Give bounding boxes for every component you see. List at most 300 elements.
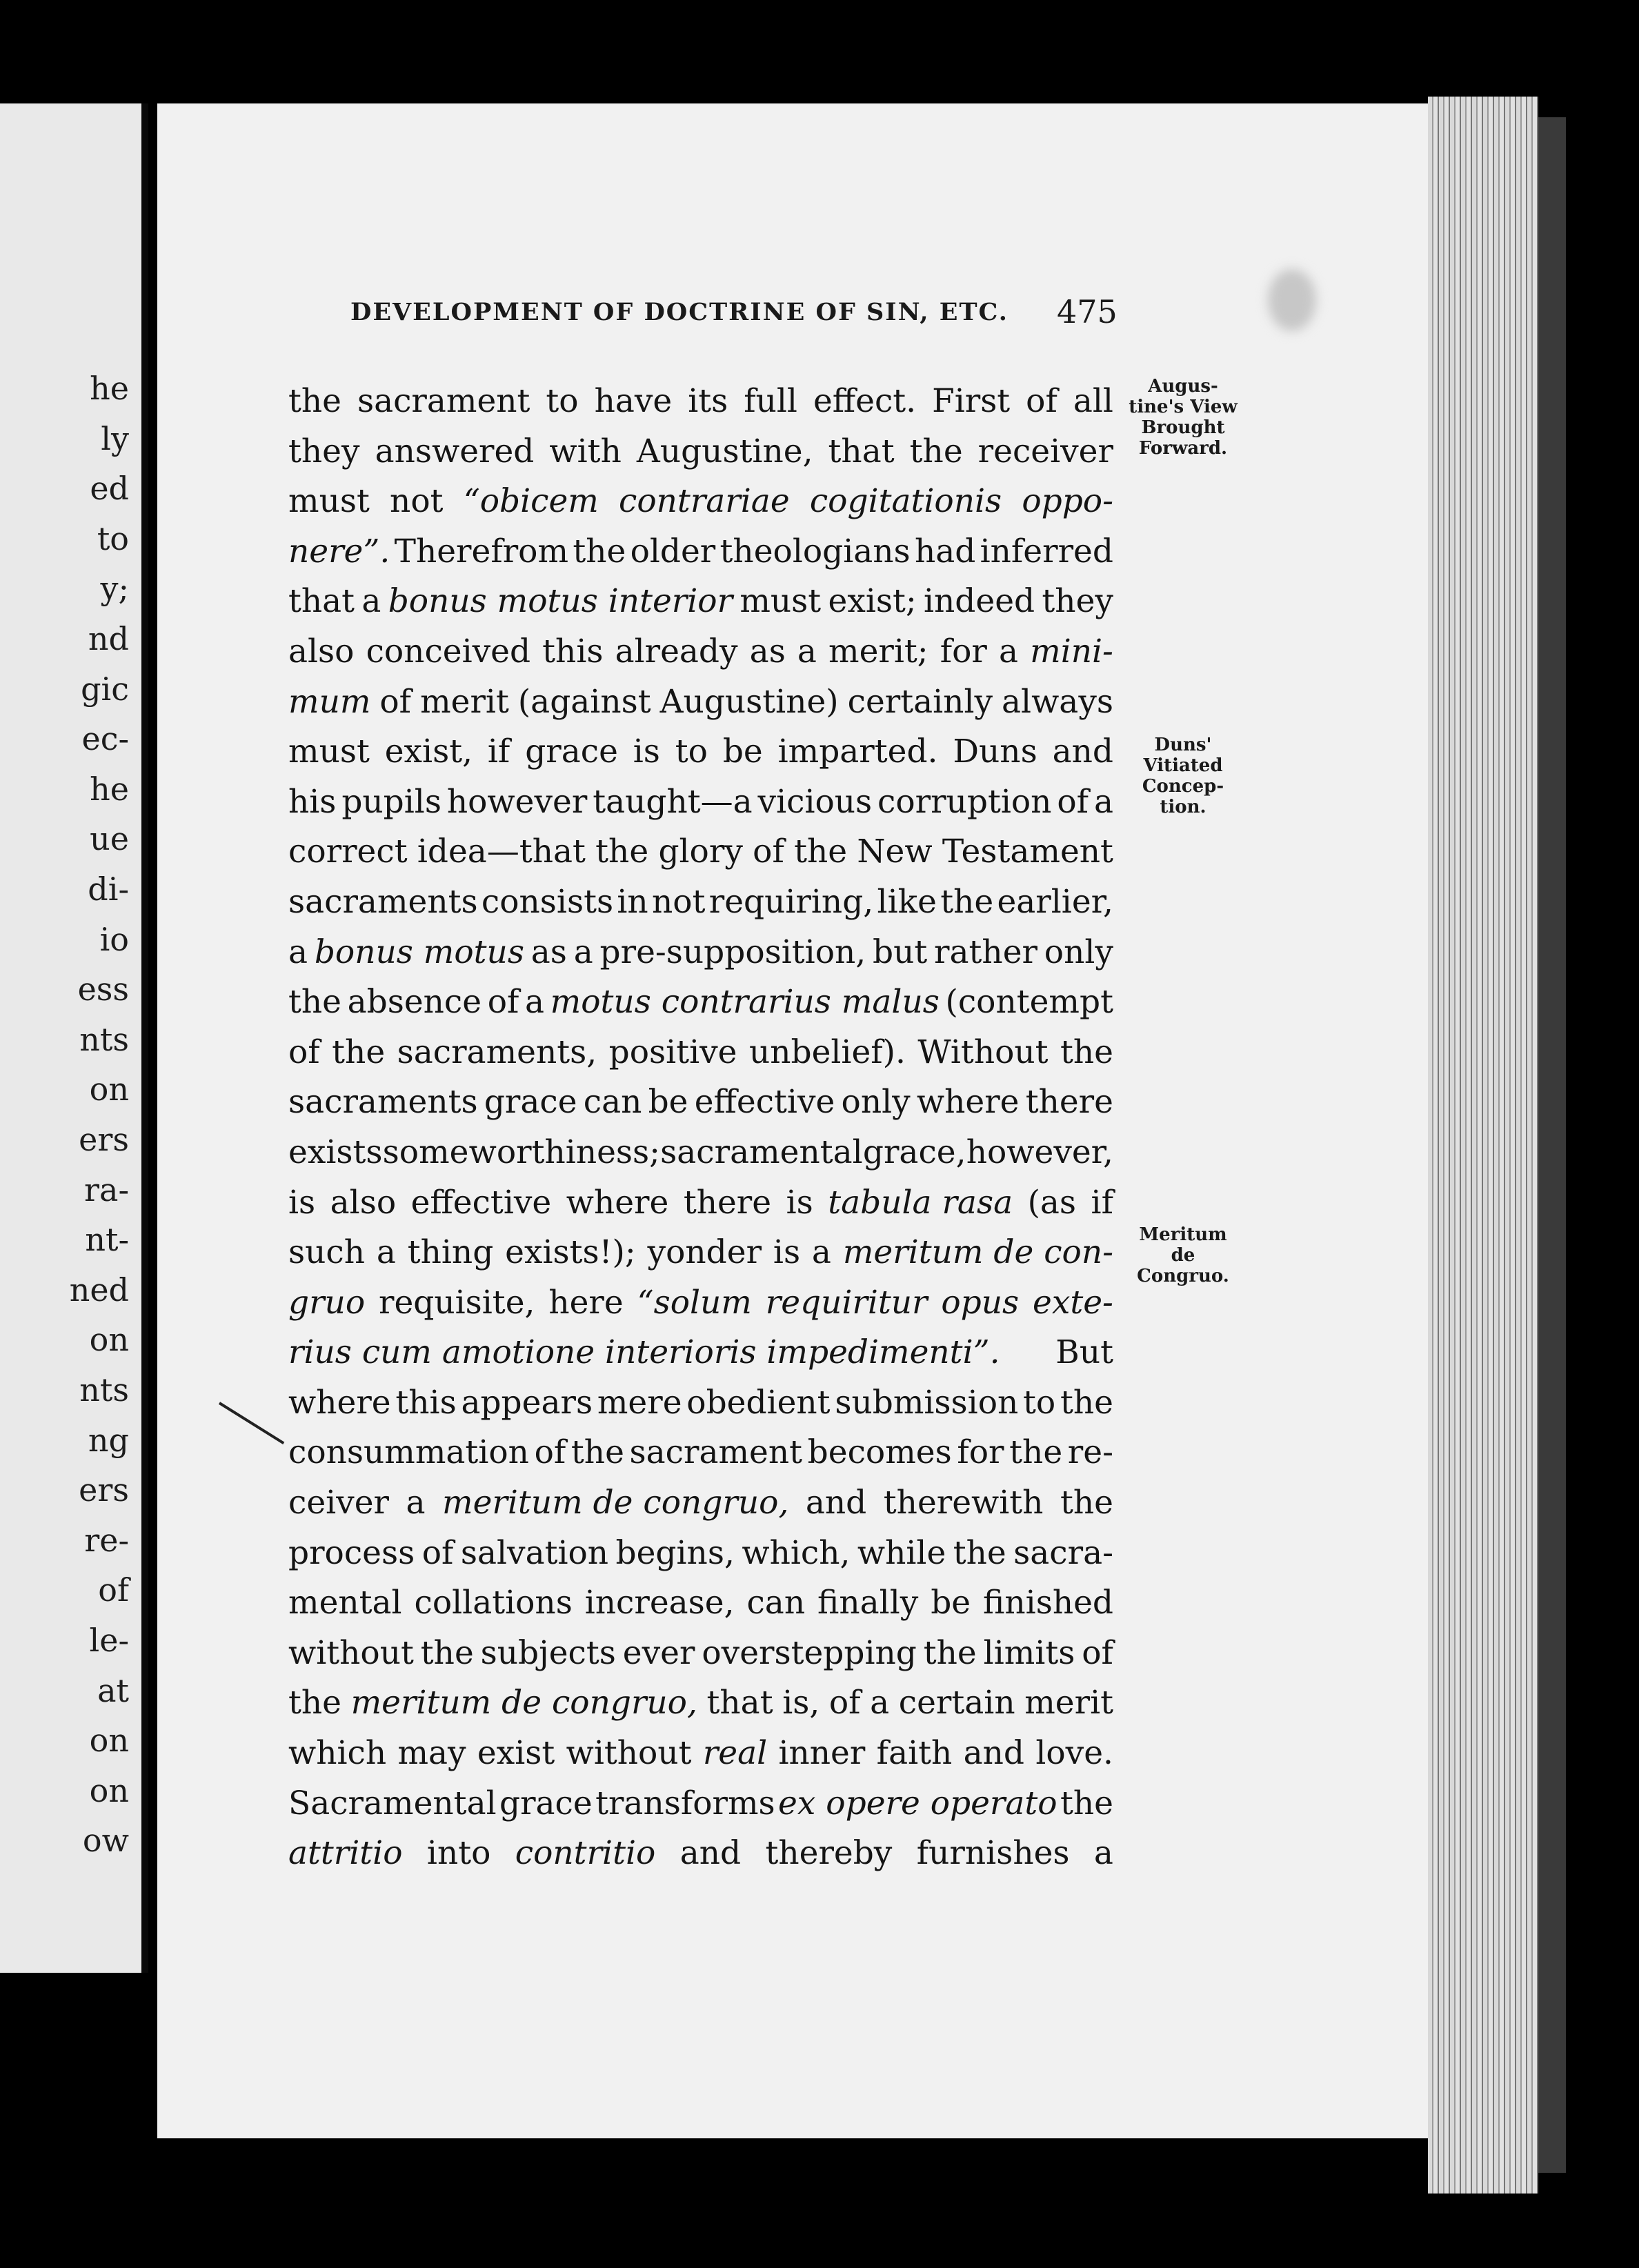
word: effect. [813, 382, 917, 420]
word: if [1091, 1183, 1113, 1222]
page-edges-shadow [1538, 117, 1566, 2173]
word: a [811, 1233, 831, 1272]
left-page-fragment: he [90, 770, 129, 808]
word: be [722, 733, 763, 771]
word: of [379, 682, 412, 721]
word: motus contrarius malus [550, 983, 940, 1022]
text-line [288, 627, 1113, 677]
word: grace, [862, 1133, 966, 1171]
word: pupils [341, 782, 441, 821]
text-line [288, 1328, 1113, 1378]
left-page-fragment: ly [101, 419, 129, 457]
word: may [397, 1734, 466, 1773]
word: merit [420, 682, 509, 721]
word: without [288, 1633, 414, 1672]
left-page-fragment: nts [79, 1020, 129, 1058]
word: ceiver [288, 1484, 390, 1522]
text-line [288, 827, 1113, 877]
word: exists [288, 1133, 383, 1171]
text-line [288, 1178, 1113, 1228]
margin-note-line: Vitiated [1143, 755, 1223, 776]
word: sacramental [660, 1133, 863, 1171]
word: merit; [828, 632, 928, 670]
word: attritio [288, 1834, 403, 1873]
left-page-fragment: at [97, 1671, 129, 1709]
word: a [870, 1684, 890, 1722]
word: the [573, 532, 626, 570]
text-line [288, 877, 1113, 928]
word: glory [658, 833, 743, 871]
text-line [288, 1578, 1113, 1629]
word: of [534, 1433, 566, 1472]
word: in [617, 882, 648, 921]
left-page-fragment: on [89, 1071, 129, 1108]
word: a [406, 1484, 426, 1522]
left-page-fragment: ue [90, 820, 129, 858]
word: collations [414, 1584, 573, 1622]
word: sacra- [1013, 1533, 1113, 1572]
word: where [566, 1183, 669, 1222]
word: But [1055, 1333, 1113, 1372]
word: must [288, 733, 370, 771]
word: and [963, 1734, 1024, 1773]
text-line [288, 427, 1113, 477]
left-page-fragment: ers [79, 1121, 129, 1158]
word: requiritur [765, 1283, 928, 1322]
word: that [288, 582, 355, 621]
word: obedient [686, 1383, 831, 1422]
word: tabula rasa [828, 1183, 1013, 1222]
word: requisite, [378, 1283, 535, 1322]
word: meritum de congruo, [350, 1684, 697, 1722]
word: have [594, 382, 673, 420]
word: limits [983, 1633, 1075, 1672]
word: New [857, 833, 933, 871]
word: bonus motus [314, 933, 524, 971]
word: for [957, 1433, 1004, 1472]
margin-note-line: Congruo. [1137, 1266, 1229, 1286]
word: however, [966, 1133, 1113, 1171]
word: all [1073, 382, 1113, 420]
word: the [420, 1633, 474, 1672]
word: indeed [924, 582, 1035, 621]
word: the [1060, 1784, 1113, 1822]
word: like [877, 882, 937, 921]
text-line [288, 1779, 1113, 1829]
margin-note-line: Augus- [1148, 376, 1218, 397]
left-page-fragment: gic [81, 670, 129, 708]
word: to [675, 733, 708, 771]
text-line [288, 1729, 1113, 1779]
word: consists [481, 882, 614, 921]
word: Duns [953, 733, 1037, 771]
text-line [288, 1028, 1113, 1078]
left-page-fragment: of [98, 1571, 129, 1609]
word: a [999, 632, 1019, 670]
page-edges [1428, 97, 1538, 2194]
word: the [794, 833, 848, 871]
word: they [1042, 582, 1113, 621]
word: imparted. [777, 733, 938, 771]
word: therewith [883, 1484, 1044, 1522]
word: can [583, 1083, 642, 1122]
word: can [746, 1584, 806, 1622]
text-line [288, 977, 1113, 1028]
word: gruo [288, 1283, 366, 1322]
left-page-fragment: he [90, 370, 129, 407]
word: they [288, 432, 360, 470]
word: also [288, 632, 355, 670]
text-line [288, 1378, 1113, 1429]
word: the [909, 432, 963, 470]
word: here [548, 1283, 624, 1322]
word: a [1093, 782, 1113, 821]
word: and [679, 1834, 742, 1873]
word: certainly [847, 682, 993, 721]
word: of [421, 1533, 454, 1572]
word: a [525, 983, 545, 1022]
word: sacraments [288, 882, 478, 921]
word: vicious [757, 782, 873, 821]
word: where [916, 1083, 1020, 1122]
word: correct [288, 833, 408, 871]
word: the [1009, 1433, 1063, 1472]
margin-note-line: tion. [1160, 797, 1206, 817]
word: exist [477, 1734, 555, 1773]
word: sacraments [288, 1083, 478, 1122]
word: increase, [584, 1584, 735, 1622]
word: exists!); [505, 1233, 636, 1272]
text-line [288, 777, 1113, 828]
word: where [288, 1383, 391, 1422]
word: to [1023, 1383, 1056, 1422]
margin-note-line: Brought [1141, 417, 1225, 438]
margin-note-augustine [1121, 376, 1245, 459]
word: inferred [980, 532, 1113, 570]
word: full [744, 382, 797, 420]
word: the [288, 983, 341, 1022]
word: that [706, 1684, 773, 1722]
word: (contempt [945, 983, 1113, 1022]
text-line [288, 727, 1113, 777]
word: First [932, 382, 1011, 420]
word: is [288, 1183, 316, 1222]
body-text [288, 377, 1113, 1879]
word: only [841, 1083, 911, 1122]
margin-note-line: tine's View [1129, 397, 1238, 417]
text-line [288, 1478, 1113, 1529]
left-page-fragment: ed [90, 470, 129, 508]
word: of [1057, 782, 1089, 821]
word: idea—that [417, 833, 586, 871]
word: (against [517, 682, 651, 721]
word: and [805, 1484, 867, 1522]
word: is [786, 1183, 813, 1222]
word: exte- [1033, 1283, 1113, 1322]
word: mental [288, 1584, 402, 1622]
word: Augustine) [659, 682, 839, 721]
word: the [953, 1533, 1006, 1572]
left-page-fragment: ess [77, 971, 129, 1008]
word: that [828, 432, 895, 470]
word: Without [917, 1033, 1049, 1071]
word: becomes [807, 1433, 952, 1472]
page-smudge [1268, 269, 1316, 331]
word: finished [983, 1584, 1113, 1622]
word: thing [407, 1233, 494, 1272]
word: is, [782, 1684, 820, 1722]
word: the [1060, 1383, 1113, 1422]
word: however [446, 782, 588, 821]
word: his [288, 782, 337, 821]
text-line [288, 577, 1113, 627]
word: of [288, 1033, 320, 1071]
text-line [288, 477, 1113, 527]
word: mere [597, 1383, 682, 1422]
word: as [749, 632, 786, 670]
word: if [487, 733, 510, 771]
word: contritio [515, 1834, 656, 1873]
left-page-fragment: on [89, 1321, 129, 1359]
word: rather [934, 933, 1037, 971]
word: sacrament [629, 1433, 803, 1472]
word: ever [622, 1633, 695, 1672]
word: taught—a [593, 782, 753, 821]
margin-note-line: Concep- [1142, 776, 1224, 797]
word: there [1025, 1083, 1113, 1122]
word: Testament [942, 833, 1113, 871]
text-line [288, 1228, 1113, 1278]
word: grace [484, 1083, 577, 1122]
word: yonder [647, 1233, 762, 1272]
word: process [288, 1533, 415, 1572]
word: a [1093, 1834, 1113, 1873]
word: and [1052, 733, 1113, 771]
word: for [940, 632, 987, 670]
running-head: DEVELOPMENT OF DOCTRINE OF SIN, ETC. [350, 298, 1009, 326]
word: such [288, 1233, 365, 1272]
word: nere”. [288, 532, 390, 570]
word: as [530, 933, 567, 971]
word: rius cum amotione interioris impedimenti”. [288, 1333, 1000, 1372]
word: oppo- [1022, 482, 1113, 521]
left-page-fragment: di- [88, 871, 129, 908]
word: receiver [977, 432, 1113, 470]
word: Therefrom [394, 532, 569, 570]
left-page-fragment: on [89, 1771, 129, 1809]
word: ex opere operato [778, 1784, 1057, 1822]
word: corruption [877, 782, 1052, 821]
left-page-fragment: ra- [84, 1171, 129, 1208]
word: the [570, 1433, 624, 1472]
text-line [288, 1428, 1113, 1478]
word: sacrament [357, 382, 530, 420]
word: some [382, 1133, 469, 1171]
word: a [797, 632, 817, 670]
word: overstepping [702, 1633, 917, 1672]
word: this [395, 1383, 457, 1422]
margin-note-line: Duns' [1154, 735, 1212, 755]
left-page-fragment: ow [82, 1822, 129, 1860]
word: of [753, 833, 784, 871]
left-page-fragment: nts [79, 1371, 129, 1409]
word: grace [499, 1784, 593, 1822]
margin-note-line: Meritum [1139, 1224, 1227, 1245]
word: opus [941, 1283, 1020, 1322]
word: of [487, 983, 519, 1022]
word: which [288, 1734, 387, 1773]
word: unbelief). [748, 1033, 906, 1071]
word: positive [608, 1033, 737, 1071]
word: bonus motus interior [388, 582, 733, 621]
word: cogitationis [809, 482, 1002, 521]
word: grace [525, 733, 618, 771]
margin-note-line: de [1171, 1245, 1195, 1266]
text-line [288, 1678, 1113, 1729]
text-line [288, 1529, 1113, 1579]
word: begins, [615, 1533, 735, 1572]
word: love. [1035, 1734, 1113, 1773]
left-page-fragment: ec- [81, 720, 129, 758]
word: the [595, 833, 649, 871]
word: be [648, 1083, 688, 1122]
word: Sacramental [288, 1784, 497, 1822]
left-page-fragment: ers [79, 1471, 129, 1509]
word: the [923, 1633, 977, 1672]
word: finally [817, 1584, 919, 1622]
word: mum [288, 682, 371, 721]
text-line [288, 1829, 1113, 1879]
word: is [633, 733, 660, 771]
text-line [288, 1278, 1113, 1329]
facing-page-left [0, 103, 148, 1973]
word: the [332, 1033, 386, 1071]
word: while [857, 1533, 946, 1572]
word: exist, [384, 733, 473, 771]
word: the [1060, 1033, 1113, 1071]
word: only [1044, 933, 1113, 971]
word: but [873, 933, 928, 971]
word: its [688, 382, 728, 420]
word: real [702, 1734, 768, 1773]
left-page-fragment: nd [88, 620, 129, 657]
word: a [573, 933, 593, 971]
word: without [566, 1734, 692, 1773]
text-line [288, 928, 1113, 978]
word: theologians [719, 532, 911, 570]
word: of [1026, 382, 1057, 420]
word: appears [461, 1383, 593, 1422]
word: must [288, 482, 370, 521]
word: to [546, 382, 579, 420]
word: a [288, 933, 308, 971]
left-page-fragment: on [89, 1722, 129, 1760]
word: submission [835, 1383, 1019, 1422]
word: into [426, 1834, 491, 1873]
word: mini- [1030, 632, 1113, 670]
page-number: 475 [1057, 293, 1118, 330]
left-page-fragment: y; [100, 570, 129, 608]
left-page-fragment: le- [89, 1622, 129, 1659]
word: with [549, 432, 622, 470]
word: must [739, 582, 822, 621]
word: this [542, 632, 604, 670]
left-page-fragment: io [99, 920, 129, 958]
left-page-fragment: re- [84, 1521, 129, 1559]
word: a [361, 582, 381, 621]
word: conceived [366, 632, 531, 670]
word: exist; [828, 582, 917, 621]
text-line [288, 1128, 1113, 1178]
word: requiring, [708, 882, 874, 921]
word: the [288, 1684, 341, 1722]
margin-note-line: Forward. [1138, 438, 1228, 459]
word: salvation [460, 1533, 609, 1572]
word: re- [1067, 1433, 1113, 1472]
word: certain [898, 1684, 1015, 1722]
word: effective [410, 1183, 552, 1222]
left-page-fragment: nt- [85, 1221, 129, 1259]
word: not [652, 882, 706, 921]
text-line [288, 1629, 1113, 1679]
word: transforms [595, 1784, 775, 1822]
word: already [615, 632, 738, 670]
word: of [828, 1684, 861, 1722]
word: “obicem [463, 482, 599, 521]
word: inner [778, 1734, 866, 1773]
margin-note-duns [1121, 735, 1245, 817]
word: is [773, 1233, 801, 1272]
word: of [1082, 1633, 1113, 1672]
word: there [683, 1183, 772, 1222]
word: earlier, [997, 882, 1113, 921]
word: had [914, 532, 976, 570]
word: which, [742, 1533, 851, 1572]
word: a [376, 1233, 396, 1272]
word: meritum de con- [842, 1233, 1113, 1272]
word: subjects [480, 1633, 616, 1672]
left-page-fragment: ned [69, 1271, 129, 1309]
text-line [288, 527, 1113, 577]
word: thereby [765, 1834, 893, 1873]
word: faith [876, 1734, 953, 1773]
word: absence [347, 983, 482, 1022]
word: meritum de congruo, [442, 1484, 789, 1522]
word: always [1002, 682, 1113, 721]
word: older [630, 532, 716, 570]
word: not [390, 482, 444, 521]
word: worthiness; [468, 1133, 660, 1171]
word: the [940, 882, 994, 921]
word: the [1060, 1484, 1113, 1522]
word: contrariae [619, 482, 790, 521]
word: also [330, 1183, 397, 1222]
left-page-fragment: to [97, 519, 129, 557]
margin-note-meritum [1121, 1224, 1245, 1286]
word: (as [1027, 1183, 1077, 1222]
word: “solum [637, 1283, 752, 1322]
text-line [288, 1077, 1113, 1128]
text-line [288, 677, 1113, 728]
word: sacraments, [397, 1033, 597, 1071]
word: Augustine, [636, 432, 813, 470]
word: merit [1024, 1684, 1113, 1722]
word: answered [375, 432, 535, 470]
word: consummation [288, 1433, 529, 1472]
left-page-fragment: ng [88, 1421, 129, 1459]
word: the [288, 382, 341, 420]
text-line [288, 377, 1113, 427]
